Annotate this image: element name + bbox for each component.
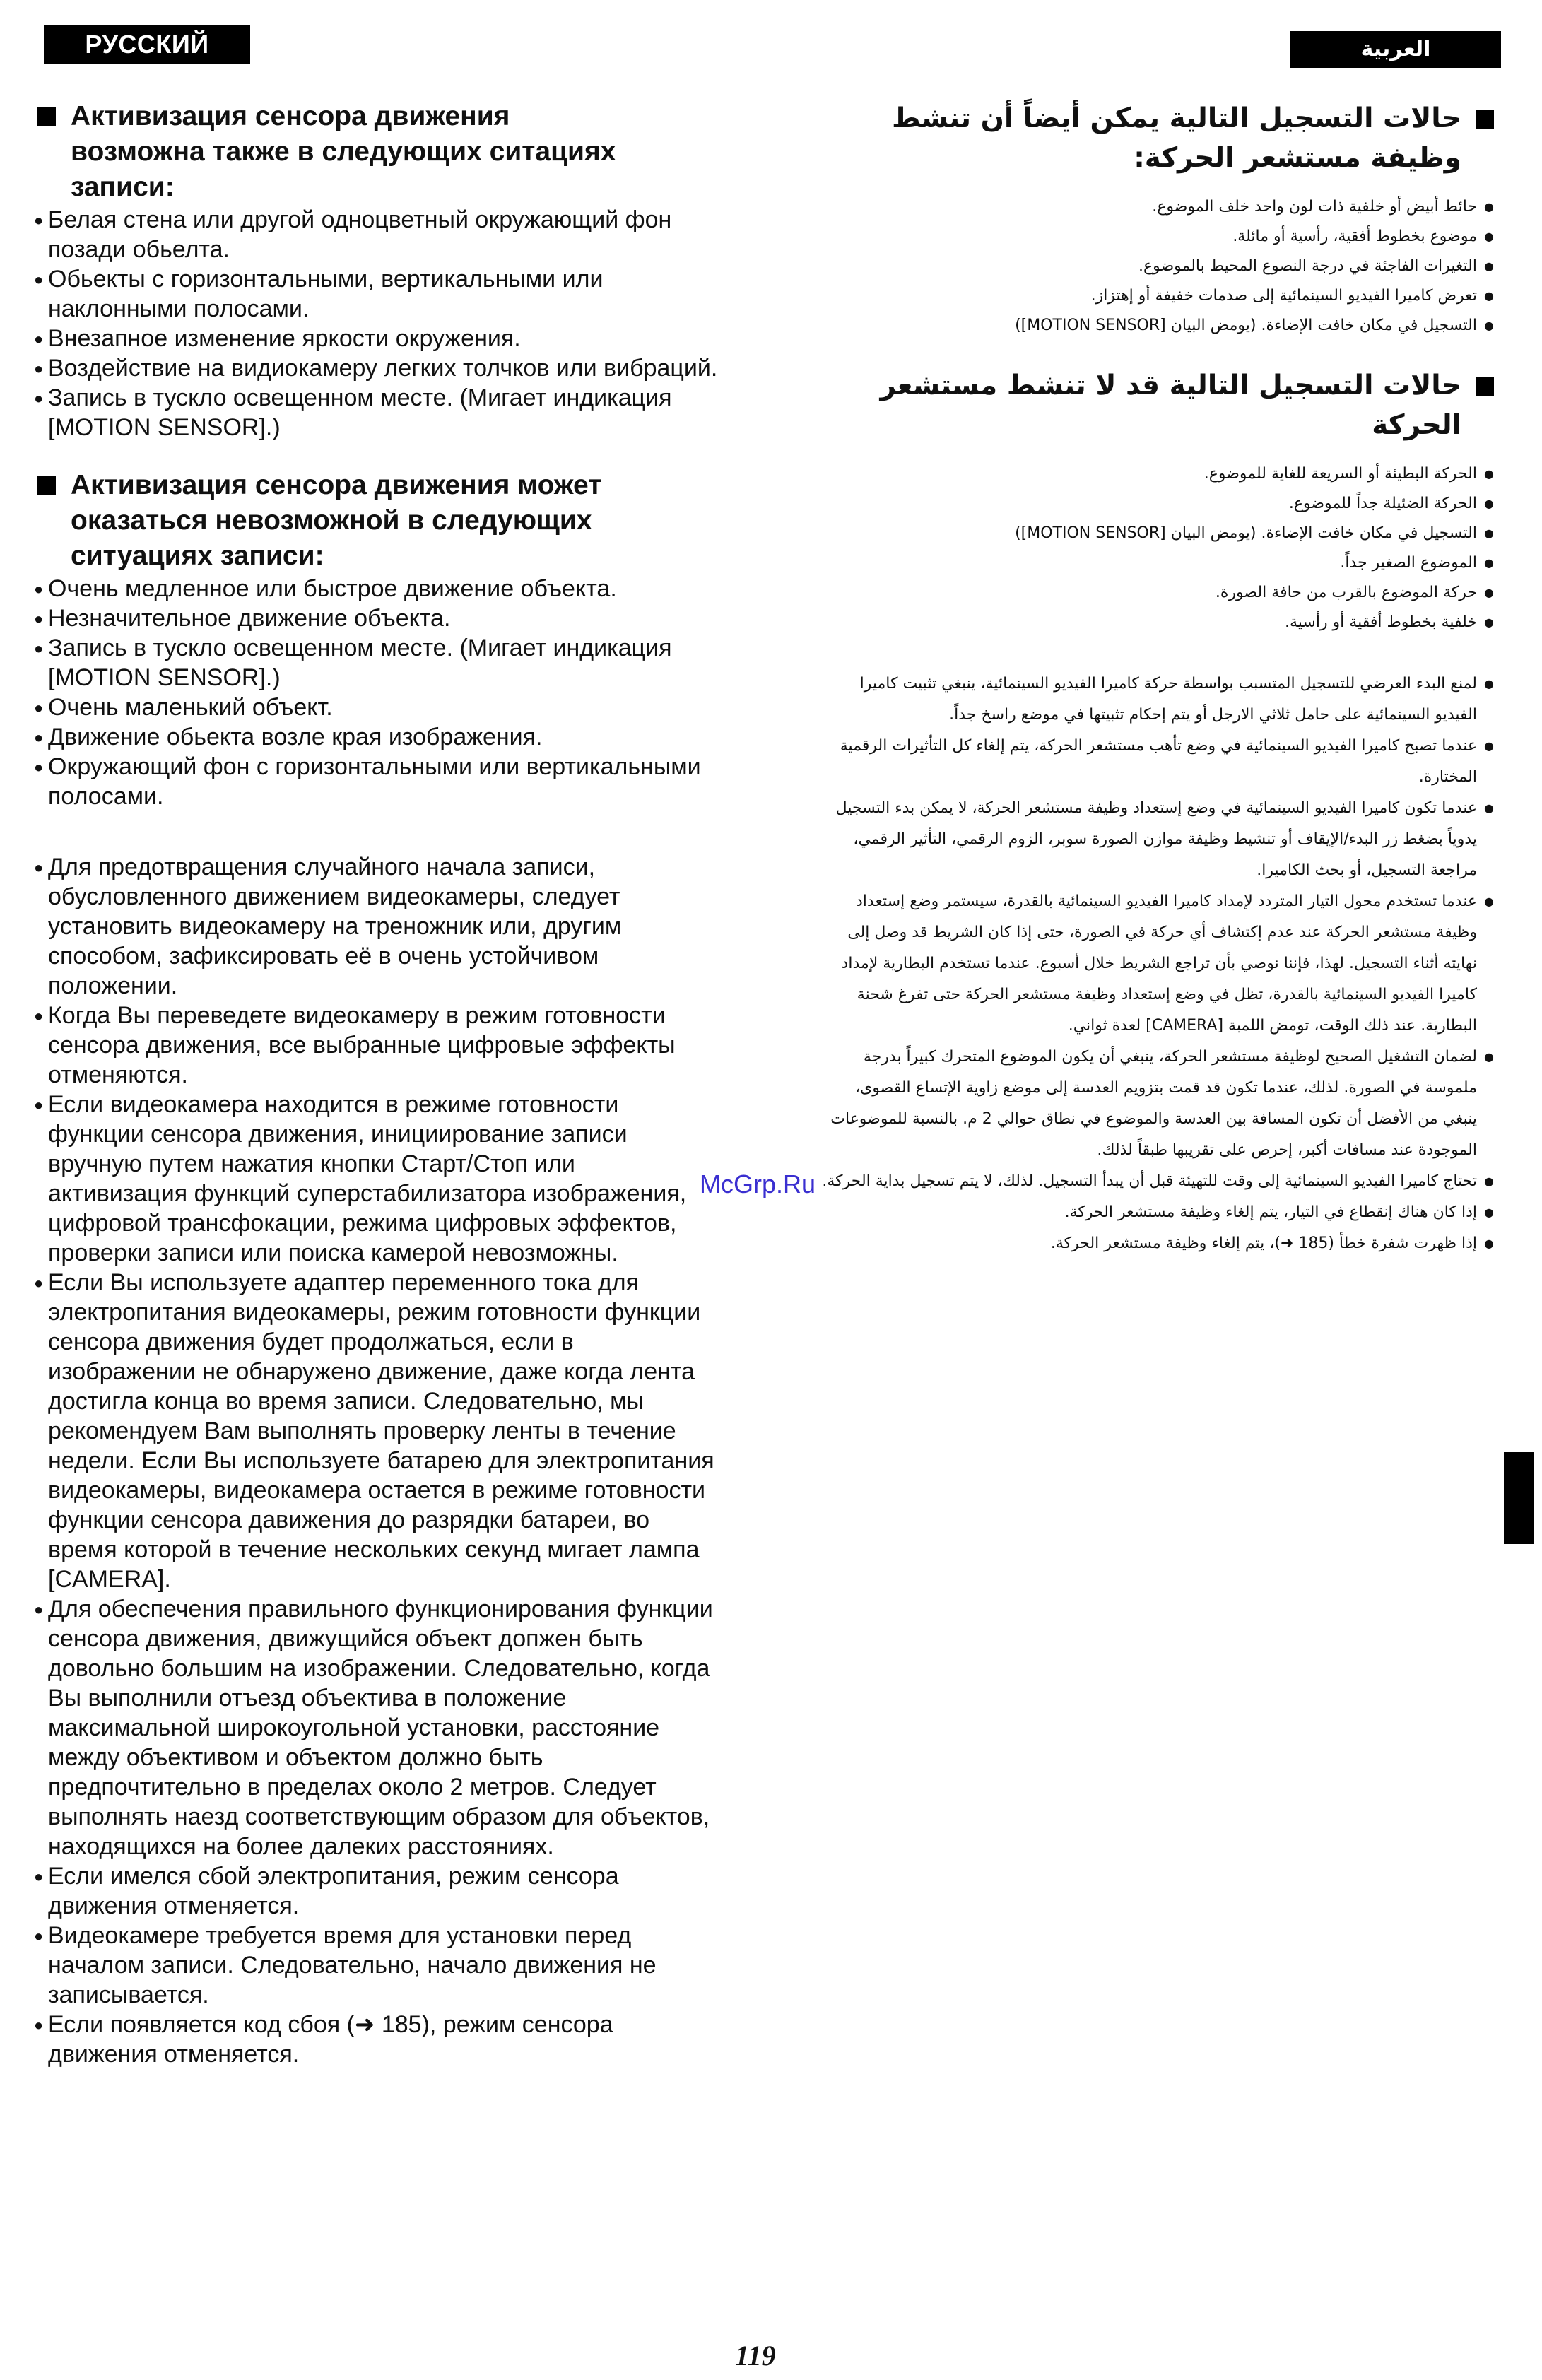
list-item: ● الحركة الضئيلة جداً للموضوع.	[820, 489, 1494, 519]
list-item: ● Запись в тускло освещенном месте. (Мигает индикация [MOTION SENSOR].)	[34, 633, 719, 693]
list-activation-possible	[34, 205, 719, 442]
note-item: ● عندما تصبح كاميرا الفيديو السينمائية في وضع تأهب مستشعر الحركة، يتم إلغاء كل التأثيرات الرقمية المختارة.	[820, 731, 1494, 793]
arabic-column	[820, 99, 1494, 1259]
note-item: ● Видеокамере требуется время для установки перед началом записи. Следовательно, начало движения не записывается.	[34, 1921, 719, 2010]
section-heading-activation-possible: Активизация сенсора движения возможна также в следующих ситациях записи:	[34, 99, 719, 205]
list-activation-impossible	[34, 574, 719, 811]
section-heading-activation-impossible: Активизация сенсора движения может оказаться невозможной в следующих ситуациях записи:	[34, 468, 719, 574]
watermark-text: McGrp.Ru	[700, 1170, 816, 1198]
note-item: ● عندما تكون كاميرا الفيديو السينمائية في وضع إستعداد وظيفة مستشعر الحركة، لا يمكن بدء التسجيل يدوياً بضغط زر البدء/الإيقاف أو تنشيط وظيفة موازن الصورة سوبر، الزوم الرقمي، التأثير الرقمي، مراجعة التسجيل، أو بحث الكاميرا.	[820, 793, 1494, 886]
list-item: ● موضوع بخطوط أفقية، رأسية أو مائلة.	[820, 222, 1494, 252]
list-arabic-activation-possible	[820, 192, 1494, 341]
list-item: ● Обьекты с горизонтальными, вертикальными или наклонными полосами.	[34, 264, 719, 324]
note-item: ● Для обеспечения правильного функционирования функции сенсора движения, движущийся объект допжен быть довольно большим на изображении. Следовательно, когда Вы выполнили отъезд объектива в положение максимальной широкоугольной установки, расстояние между объективом и объектом должно быть предпочтительно в пределах около 2 метров. Следует выполнять наезд соответствующим образом для объектов, находящихся на более далеких расстояниях.	[34, 1594, 719, 1861]
list-item: ● حركة الموضوع بالقرب من حافة الصورة.	[820, 578, 1494, 608]
note-item: ● إذا ظهرت شفرة خطأ (185 ➜)، يتم إلغاء وظيفة مستشعر الحركة.	[820, 1228, 1494, 1259]
list-item: ● الحركة البطيئة أو السريعة للغاية للموضوع.	[820, 459, 1494, 489]
list-item: ● Окружающий фон с горизонтальными или вертикальными полосами.	[34, 752, 719, 811]
note-item: ● Когда Вы переведете видеокамеру в режим готовности сенсора движения, все выбранные цифровые эффекты отменяются.	[34, 1001, 719, 1090]
list-item: ● Внезапное изменение яркости окружения.	[34, 324, 719, 353]
note-item: ● إذا كان هناك إنقطاع في التيار، يتم إلغاء وظيفة مستشعر الحركة.	[820, 1197, 1494, 1228]
list-item: ● Очень маленький объект.	[34, 693, 719, 722]
list-item: ● Запись в тускло освещенном месте. (Мигает индикация [MOTION SENSOR].)	[34, 383, 719, 442]
list-item: ● Белая стена или другой одноцветный окружающий фон позади обьелта.	[34, 205, 719, 264]
list-item: ● الموضوع الصغير جداً.	[820, 548, 1494, 578]
page-number: 119	[735, 2340, 776, 2372]
note-item: ● Если Вы используете адаптер переменного тока для электропитания видеокамеры, режим готовности функции сенсора движения будет продолжаться, если в изображении не обнаружено движение, даже когда лента достигла конца во время записи. Следовательно, мы рекомендуем Вам выполнять проверку ленты в течение недели. Если Вы используете батарею для электропитания видеокамеры, видеокамера остается в режиме готовности функции сенсора давижения до разрядки батареи, во время которой в течение нескольких секунд мигает лампа [CAMERA].	[34, 1268, 719, 1594]
notes-list-arabic	[820, 668, 1494, 1259]
list-item: ● خلفية بخطوط أفقية أو رأسية.	[820, 608, 1494, 637]
note-item: ● Для предотвращения случайного начала записи, обусловленного движением видеокамеры, следует установить видеокамеру на треножник или, другим способом, зафиксировать её в очень устойчивом положении.	[34, 852, 719, 1001]
section-heading-arabic-activation-impossible: حالات التسجيل التالية قد لا تنشط مستشعر الحركة	[820, 366, 1494, 445]
notes-list	[34, 852, 719, 2069]
language-label-arabic: العربية	[1290, 31, 1501, 68]
list-item: ● تعرض كاميرا الفيديو السينمائية إلى صدمات خفيفة أو إهتزاز.	[820, 281, 1494, 311]
list-item: ● التغيرات الفاجئة في درجة النصوع المحيط بالموضوع.	[820, 252, 1494, 281]
russian-column	[34, 99, 719, 2069]
section-heading-arabic-activation-possible: حالات التسجيل التالية يمكن أيضاً أن تنشط وظيفة مستشعر الحركة:	[820, 99, 1494, 178]
note-item: ● لضمان التشغيل الصحيح لوظيفة مستشعر الحركة، ينبغي أن يكون الموضوع المتحرك كبيراً بدرجة ملموسة في الصورة. لذلك، عندما تكون قد قمت بتزويم العدسة إلى موضع زاوية الإتساع القصوى، ينبغي من الأفضل أن تكون المسافة بين العدسة والموضوع في نطاق حوالي 2 م. بالنسبة للموضوعات الموجودة عند مسافات أكبر، إحرص على تقريبها طبقاً لذلك.	[820, 1042, 1494, 1166]
note-item: ● لمنع البدء العرضي للتسجيل المتسبب بواسطة حركة كاميرا الفيديو السينمائية، ينبغي تثبيت كاميرا الفيديو السينمائية على حامل ثلاثي الارجل أو يتم إحكام تثبيتها في موضع راسخ جداً.	[820, 668, 1494, 731]
list-item: ● Очень медленное или быстрое движение объекта.	[34, 574, 719, 603]
list-item: ● التسجيل في مكان خافت الإضاءة. (يومض البيان [MOTION SENSOR])	[820, 311, 1494, 341]
note-item: ● عندما تستخدم محول التيار المتردد لإمداد كاميرا الفيديو السينمائية بالقدرة، سيستمر وضع إستعداد وظيفة مستشعر الحركة عند عدم إكتشاف أي حركة في الصورة، حتى إذا كان الشريط قد وصل إلى نهايته أثناء التسجيل. لهذا، فإننا نوصي بأن تراجع الشريط خلال أسبوع. عندما تستخدم البطارية لإمداد كاميرا الفيديو السينمائية بالقدرة، تظل في وضع إستعداد وظيفة مستشعر الحركة حتى تفرغ شحنة البطارية. عند ذلك الوقت، تومض اللمبة [CAMERA] لعدة ثواني.	[820, 886, 1494, 1042]
list-item: ● Воздействие на видиокамеру легких толчков или вибраций.	[34, 353, 719, 383]
note-item: ● تحتاج كاميرا الفيديو السينمائية إلى وقت للتهيئة قبل أن يبدأ التسجيل. لذلك، لا يتم تسجيل بداية الحركة.	[820, 1166, 1494, 1197]
list-item: ● حائط أبيض أو خلفية ذات لون واحد خلف الموضوع.	[820, 192, 1494, 222]
list-item: ● التسجيل في مكان خافت الإضاءة. (يومض البيان [MOTION SENSOR])	[820, 519, 1494, 548]
list-item: ● Незначительное движение объекта.	[34, 603, 719, 633]
language-label-russian: РУССКИЙ ЯЗЫК	[44, 25, 250, 64]
note-item: ● Если появляется код сбоя (➜ 185), режим сенсора движения отменяется.	[34, 2010, 719, 2069]
list-arabic-activation-impossible	[820, 459, 1494, 637]
list-item: ● Движение обьекта возле края изображения.	[34, 722, 719, 752]
section-tab-marker	[1504, 1452, 1534, 1544]
note-item: ● Если видеокамера находится в режиме готовности функции сенсора движения, инициирование записи вручную путем нажатия кнопки Старт/Стоп или активизация функций суперстабилизатора изображения, цифровой трансфокации, режима цифровых эффектов, проверки записи или поиска камерой невозможны.	[34, 1090, 719, 1268]
note-item: ● Если имелся сбой электропитания, режим сенсора движения отменяется.	[34, 1861, 719, 1921]
